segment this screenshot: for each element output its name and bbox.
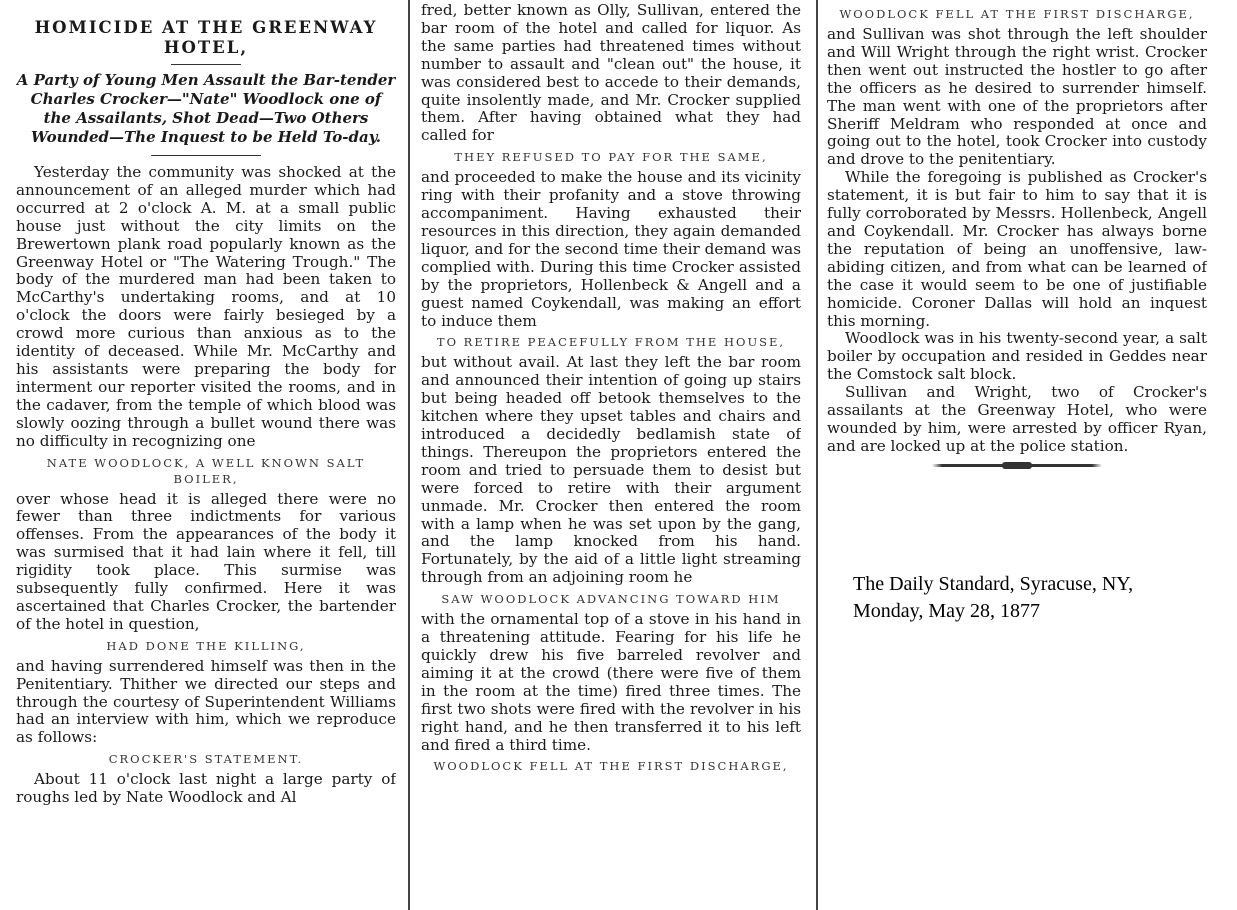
subhead: WOODLOCK FELL AT THE FIRST DISCHARGE, (839, 7, 1195, 21)
article-headline: HOMICIDE AT THE GREENWAY HOTEL, (34, 18, 378, 57)
paragraph: fred, better known as Olly, Sullivan, entered the bar room of the hotel and called for liquor. As the same parties had threatened times without number to assault and "clean out" the house, it was considered best to accede to their demands, quite insolently made, and Mr. Crocker supplied them. After having obtained what they had called for (421, 2, 801, 145)
end-ornament (932, 464, 1102, 467)
article-column-2 (421, 2, 801, 898)
paragraph: over whose head it is alleged there were no fewer than three indictments for various offenses. From the appearances of the body it was surmised that it had lain where it fell, till rigidity took place. This surmise was subsequently fully confirmed. Here it was ascertained that Charles Crocker, the bartender of the hotel in question, (16, 489, 396, 633)
subhead: WOODLOCK FELL AT THE FIRST DISCHARGE, (433, 759, 789, 774)
paragraph: While the foregoing is published as Crocker's statement, it is but fair to him to say that it is fully corroborated by Messrs. Hollenbeck, Angell and Coykendall. Mr. Crocker has always borne the reputation of being an unoffensive, law-abiding citizen, and from what can be learned of the case it would seem to be one of justifiable homicide. Coroner Dallas will hold an inquest this morning. (827, 168, 1207, 330)
paragraph: but without avail. At last they left the bar room and announced their intention of going up stairs but being headed off betook themselves to the kitchen where they upset tables and chairs and introduced a decidedly bedlamish state of things. Thereupon the proprietors entered the room and tried to persuade them to desist but were forced to retire with their argument unmade. Mr. Crocker then entered the room with a lamp when he was set upon by the gang, and the lamp knocked from his hand. Fortunately, by the aid of a little light streaming through from an adjoining room he (421, 353, 801, 587)
caption-line-1: The Daily Standard, Syracuse, NY, (853, 573, 1134, 595)
paragraph: Yesterday the community was shocked at the announcement of an alleged murder which had occurred at 2 o'clock A. M. at a small public house just without the city limits on the Brewertown plank road popularly known as the Greenway Hotel or "The Watering Trough." The body of the murdered man had been taken to McCarthy's undertaking rooms, and at 10 o'clock the doors were fairly besieged by a crowd more curious than anxious as to the identity of deceased. While Mr. McCarthy and his assistants were preparing the body for interment our reporter visited the rooms, and in the cadaver, from the temple of which blood was slowly oozing through a bullet wound there was no difficulty in recognizing one (16, 163, 396, 450)
paragraph: and Sullivan was shot through the left shoulder and Will Wright through the right wrist. Crocker then went out instructed the hostler to go after the officers as he desired to surrender himself. The man went with one of the proprietors after Sheriff Meldram who responded at once and going out to the hotel, took Crocker into custody and drove to the penitentiary. (827, 25, 1207, 169)
article-deck: A Party of Young Men Assault the Bar-tender Charles Crocker—"Nate" Woodlock one of the Assailants, Shot Dead—Two Others Wounded—The Inquest to be Held To-day. (16, 71, 396, 146)
headline-rule (171, 64, 241, 65)
paragraph: and having surrendered himself was then in the Penitentiary. Thither we directed our steps and through the courtesy of Superintendent Williams had an interview with him, which we reproduce as follows: (16, 656, 396, 747)
subhead: NATE WOODLOCK, A WELL KNOWN SALT BOILER, (46, 455, 366, 486)
subhead: THEY REFUSED TO PAY FOR THE SAME, (454, 150, 768, 165)
paragraph: About 11 o'clock last night a large party of roughs led by Nate Woodlock and Al (16, 770, 396, 807)
article-column-3 (827, 6, 1207, 898)
paragraph: Woodlock was in his twenty-second year, a salt boiler by occupation and resided in Geddes near the Comstock salt block. (827, 329, 1207, 384)
subhead: HAD DONE THE KILLING, (106, 638, 306, 653)
column-divider-2 (816, 0, 818, 910)
paragraph: Sullivan and Wright, two of Crocker's assailants at the Greenway Hotel, who were wounded by him, were arrested by officer Ryan, and are locked up at the police station. (827, 383, 1207, 455)
source-caption (853, 571, 1213, 625)
article-column-1 (16, 18, 396, 898)
subhead: SAW WOODLOCK ADVANCING TOWARD HIM (441, 592, 781, 607)
caption-line-2: Monday, May 28, 1877 (853, 600, 1041, 622)
deck-rule (151, 155, 261, 156)
subhead: CROCKER'S STATEMENT. (108, 752, 304, 767)
paragraph: and proceeded to make the house and its vicinity ring with their profanity and a stove throwing accompaniment. Having exhausted their resources in this direction, they again demanded liquor, and for the second time their demand was complied with. During this time Crocker assisted by the proprietors, Hollenbeck & Angell and a guest named Coykendall, was making an effort to induce them (421, 168, 801, 330)
column-divider-1 (408, 0, 410, 910)
subhead: TO RETIRE PEACEFULLY FROM THE HOUSE, (436, 335, 786, 350)
paragraph: with the ornamental top of a stove in his hand in a threatening attitude. Fearing for his life he quickly drew his five barreled revolver and aiming it at the crowd (there were five of them in the room at the time) fired three times. The first two shots were fired with the revolver in his right hand, and he then transferred it to his left and fired a third time. (421, 610, 801, 754)
